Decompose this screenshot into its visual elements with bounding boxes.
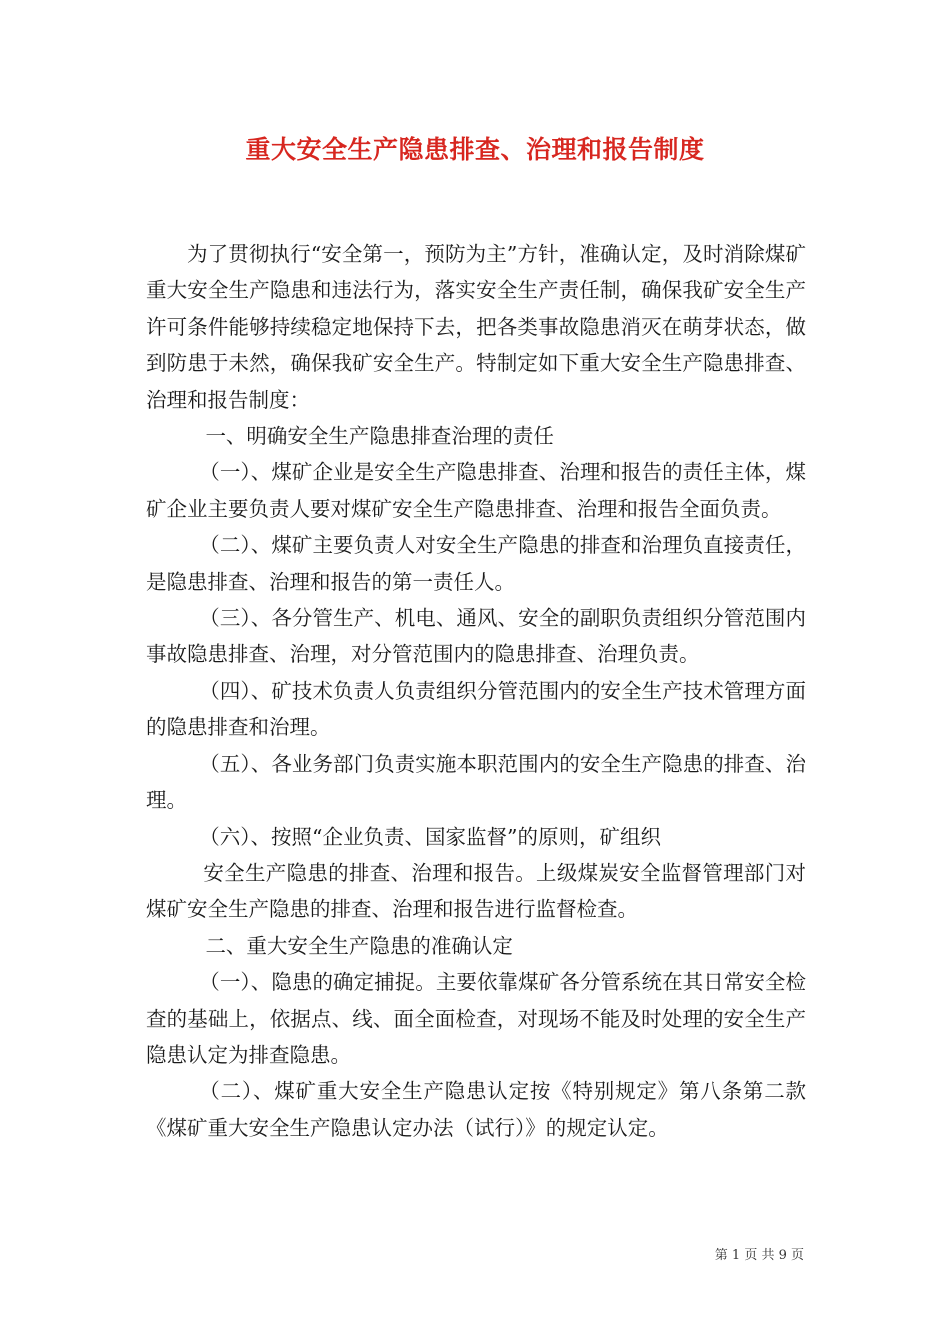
page-number: 第 1 页 共 9 页 bbox=[714, 1248, 804, 1263]
document-body bbox=[146, 236, 806, 1146]
paragraph-item: （四）、矿技术负责人负责组织分管范围内的安全生产技术管理方面的隐患排查和治理。 bbox=[146, 678, 806, 740]
paragraph-intro: 为了贯彻执行“安全第一，预防为主”方针，准确认定，及时消除煤矿重大安全生产隐患和违法行为，落实安全生产责任制，确保我矿安全生产许可条件能够持续稳定地保持下去，把各类事故隐患消灭在萌芽状态，做到防患于未然，确保我矿安全生产。特制定如下重大安全生产隐患排查、治理和报告制度： bbox=[146, 242, 806, 412]
paragraph-item: （五）、各业务部门负责实施本职范围内的安全生产隐患的排查、治理。 bbox=[146, 751, 806, 813]
section-heading-1: 一、明确安全生产隐患排查治理的责任 bbox=[205, 424, 554, 449]
paragraph-item: （六）、按照“企业负责、国家监督”的原则，矿组织 bbox=[199, 824, 662, 849]
paragraph-item: （一）、隐患的确定捕捉。主要依靠煤矿各分管系统在其日常安全检查的基础上，依据点、线、面全面检查，对现场不能及时处理的安全生产隐患认定为排查隐患。 bbox=[146, 970, 806, 1067]
paragraph-continuation: 安全生产隐患的排查、治理和报告。上级煤炭安全监督管理部门对煤矿安全生产隐患的排查、治理和报告进行监督检查。 bbox=[146, 860, 806, 922]
paragraph-item: （三）、各分管生产、机电、通风、安全的副职负责组织分管范围内事故隐患排查、治理，对分管范围内的隐患排查、治理负责。 bbox=[146, 606, 806, 667]
paragraph-item: （二）、煤矿主要负责人对安全生产隐患的排查和治理负直接责任，是隐患排查、治理和报告的第一责任人。 bbox=[146, 533, 806, 594]
paragraph-item: （二）、煤矿重大安全生产隐患认定按《特别规定》第八条第二款《煤矿重大安全生产隐患认定办法（试行）》的规定认定。 bbox=[146, 1079, 806, 1140]
document-title: 重大安全生产隐患排查、治理和报告制度 bbox=[245, 135, 705, 164]
paragraph-item: （一）、煤矿企业是安全生产隐患排查、治理和报告的责任主体，煤矿企业主要负责人要对煤矿安全生产隐患排查、治理和报告全面负责。 bbox=[146, 460, 806, 521]
section-heading-2: 二、重大安全生产隐患的准确认定 bbox=[205, 933, 513, 958]
